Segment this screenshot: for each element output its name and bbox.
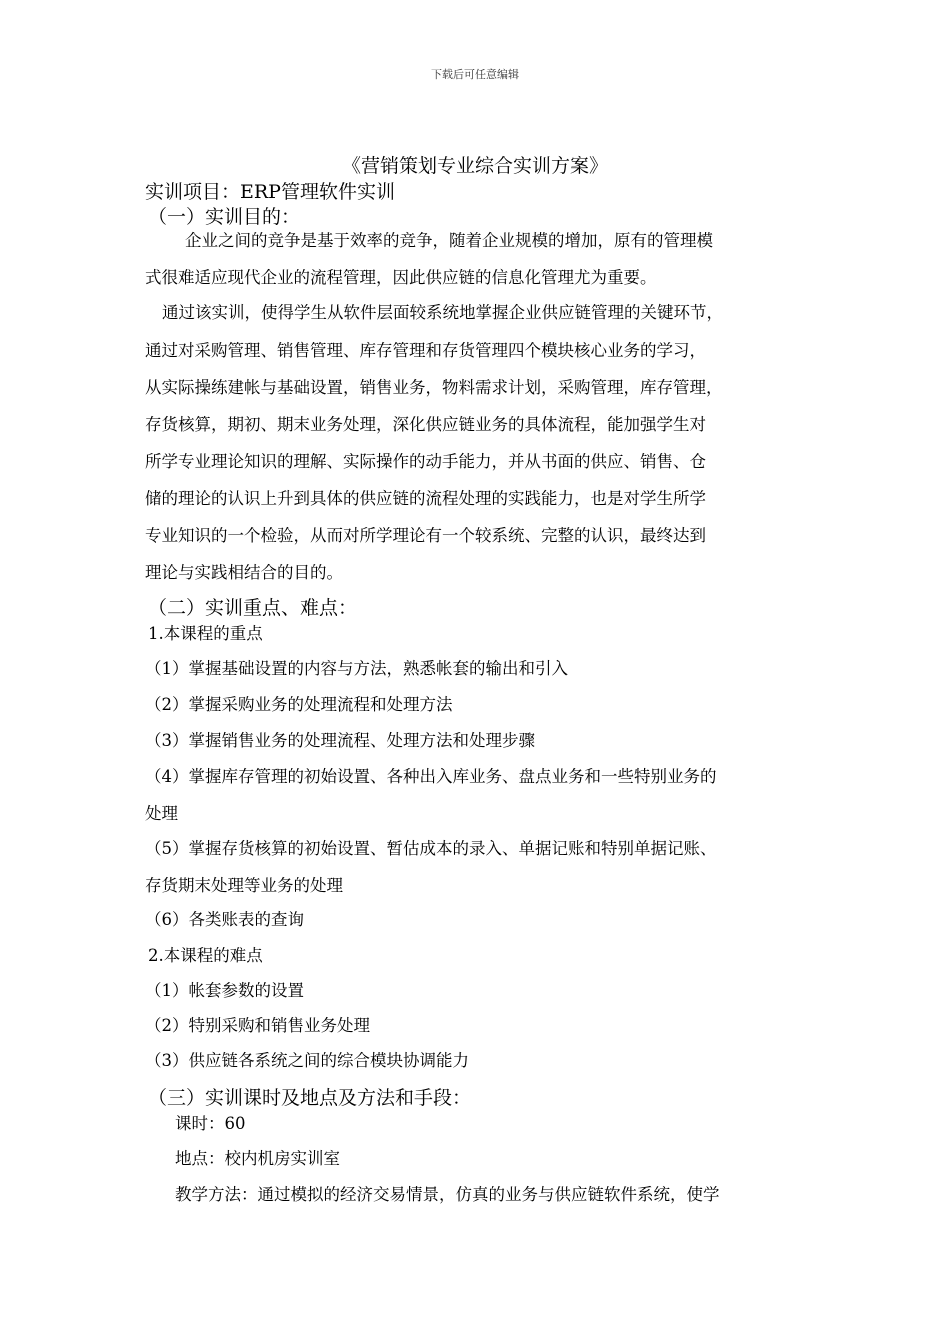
section-2-subheading: 2.本课程的难点 xyxy=(148,946,263,965)
section-1-line: 所学专业理论知识的理解、实际操作的动手能力，并从书面的供应、销售、仓 xyxy=(145,452,706,471)
section-2-line: （6）各类账表的查询 xyxy=(145,910,304,929)
section-1-line: 通过该实训，使得学生从软件层面较系统地掌握企业供应链管理的关键环节， xyxy=(162,303,723,322)
section-2-line: （2）特别采购和销售业务处理 xyxy=(145,1016,370,1035)
section-1-line: 存货核算，期初、期末业务处理，深化供应链业务的具体流程，能加强学生对 xyxy=(145,415,706,434)
document-title: 《营销策划专业综合实训方案》 xyxy=(341,155,608,177)
section-2-line: （5）掌握存货核算的初始设置、暂估成本的录入、单据记账和特别单据记账、 xyxy=(145,839,717,858)
section-1-line: 式很难适应现代企业的流程管理，因此供应链的信息化管理尤为重要。 xyxy=(145,268,657,287)
section-2-line: 处理 xyxy=(145,804,178,823)
section-3-line: 地点：校内机房实训室 xyxy=(175,1149,340,1168)
project-name: 实训项目：ERP管理软件实训 xyxy=(145,181,395,203)
section-1-heading: （一）实训目的： xyxy=(148,206,301,228)
section-1-line: 储的理论的认识上升到具体的供应链的流程处理的实践能力，也是对学生所学 xyxy=(145,489,706,508)
section-3-heading: （三）实训课时及地点及方法和手段： xyxy=(148,1087,472,1109)
section-1-line: 通过对采购管理、销售管理、库存管理和存货管理四个模块核心业务的学习， xyxy=(145,341,706,360)
section-2-line: （3）供应链各系统之间的综合模块协调能力 xyxy=(145,1051,469,1070)
section-2-line: （4）掌握库存管理的初始设置、各种出入库业务、盘点业务和一些特别业务的 xyxy=(145,767,717,786)
page-header: 下载后可任意编辑 xyxy=(431,68,519,81)
section-3-line: 课时：60 xyxy=(175,1114,246,1133)
section-2-line: （2）掌握采购业务的处理流程和处理方法 xyxy=(145,695,453,714)
section-2-line: （1）帐套参数的设置 xyxy=(145,981,304,1000)
section-1-line: 企业之间的竞争是基于效率的竞争，随着企业规模的增加，原有的管理模 xyxy=(185,231,713,250)
section-2-line: （1）掌握基础设置的内容与方法，熟悉帐套的输出和引入 xyxy=(145,659,568,678)
section-2-line: （3）掌握销售业务的处理流程、处理方法和处理步骤 xyxy=(145,731,535,750)
section-2-subheading: 1.本课程的重点 xyxy=(148,624,263,643)
section-2-line: 存货期末处理等业务的处理 xyxy=(145,876,343,895)
section-1-line: 从实际操练建帐与基础设置，销售业务，物料需求计划，采购管理，库存管理， xyxy=(145,378,723,397)
section-3-line: 教学方法：通过模拟的经济交易情景，仿真的业务与供应链软件系统，使学 xyxy=(175,1185,720,1204)
section-1-line: 专业知识的一个检验，从而对所学理论有一个较系统、完整的认识，最终达到 xyxy=(145,526,706,545)
section-2-heading: （二）实训重点、难点： xyxy=(148,597,358,619)
section-1-line: 理论与实践相结合的目的。 xyxy=(145,563,343,582)
